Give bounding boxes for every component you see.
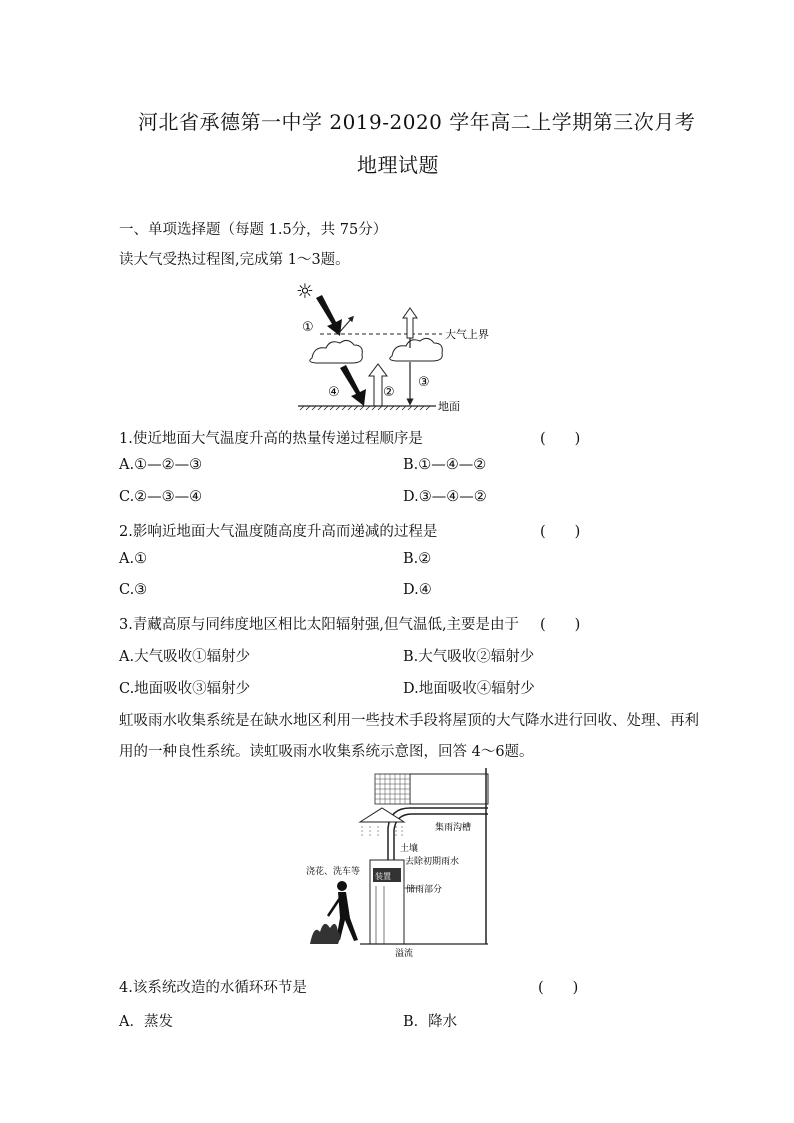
page-title: 河北省承德第一中学 2019-2020 学年高二上学期第三次月考 <box>138 110 696 134</box>
ground-label: 地面 <box>438 400 460 413</box>
person-icon <box>337 881 347 891</box>
question-3-option-a: A.大气吸收①辐射少 <box>119 649 251 665</box>
question-3-option-b: B.大气吸收②辐射少 <box>403 649 535 665</box>
overflow-label: 溢流 <box>395 949 414 959</box>
cloud-right <box>390 338 443 361</box>
label-3: ③ <box>418 375 430 390</box>
question-1-stem: 1.使近地面大气温度升高的热量传递过程顺序是 <box>119 431 423 447</box>
first-flush-label: 去除初期雨水 <box>405 857 460 867</box>
cloud-left <box>310 340 363 363</box>
label-2: ② <box>383 385 395 400</box>
rainwater-collection-diagram <box>300 768 500 960</box>
question-2-stem: 2.影响近地面大气温度随高度升高而递减的过程是 <box>119 524 438 540</box>
plant-icon <box>310 924 340 944</box>
passage-2-line-2: 用的一种良性系统。读虹吸雨水收集系统示意图，回答 4～6题。 <box>119 744 534 760</box>
storage-label: 储雨部分 <box>406 885 443 895</box>
question-3-answer-blank: ( ) <box>540 617 581 633</box>
question-1-option-a: A.①—②—③ <box>119 457 203 473</box>
question-2-option-c: C.③ <box>119 582 148 598</box>
question-4-stem: 4.该系统改造的水循环环节是 <box>119 980 307 996</box>
question-1-option-b: B.①—④—② <box>403 457 487 473</box>
question-3-stem: 3.青藏高原与同纬度地区相比太阳辐射强,但气温低,主要是由于 <box>119 617 520 633</box>
question-2-answer-blank: ( ) <box>540 524 581 540</box>
question-2-option-b: B.② <box>403 551 432 567</box>
gutter-label: 集雨沟槽 <box>435 823 472 833</box>
solar-radiation-arrow <box>316 295 342 336</box>
page-subtitle: 地理试题 <box>357 153 439 177</box>
soil-label: 土壤 <box>400 844 419 854</box>
question-1-option-d: D.③—④—② <box>403 489 487 505</box>
label-4: ④ <box>328 385 340 400</box>
question-2-option-a: A.① <box>119 551 148 567</box>
question-1-answer-blank: ( ) <box>540 431 581 447</box>
question-3-option-d: D.地面吸收④辐射少 <box>403 681 535 697</box>
atmosphere-heating-diagram <box>290 278 490 413</box>
passage-2-line-1: 虹吸雨水收集系统是在缺水地区利用一些技术手段将屋顶的大气降水进行回收、处理、再利 <box>119 713 699 729</box>
tank-device-label: 装置 <box>375 872 391 881</box>
question-2-option-d: D.④ <box>403 582 432 598</box>
building-roof <box>410 774 488 804</box>
label-1: ① <box>302 320 314 335</box>
surface-absorption-arrow <box>340 365 366 406</box>
question-3-option-c: C.地面吸收③辐射少 <box>119 681 251 697</box>
figure1-intro: 读大气受热过程图,完成第 1～3题。 <box>119 252 350 268</box>
question-4-option-b: B．降水 <box>403 1014 458 1030</box>
usage-label: 浇花、洗车等 <box>306 867 361 877</box>
question-4-answer-blank: ( ) <box>538 980 579 996</box>
question-4-option-a: A．蒸发 <box>119 1014 173 1030</box>
upper-boundary-label: 大气上界 <box>445 328 489 341</box>
sun-icon: ☼ <box>296 279 314 303</box>
question-1-option-c: C.②—③—④ <box>119 489 203 505</box>
section-heading: 一、单项选择题（每题 1.5分，共 75分） <box>119 222 388 238</box>
